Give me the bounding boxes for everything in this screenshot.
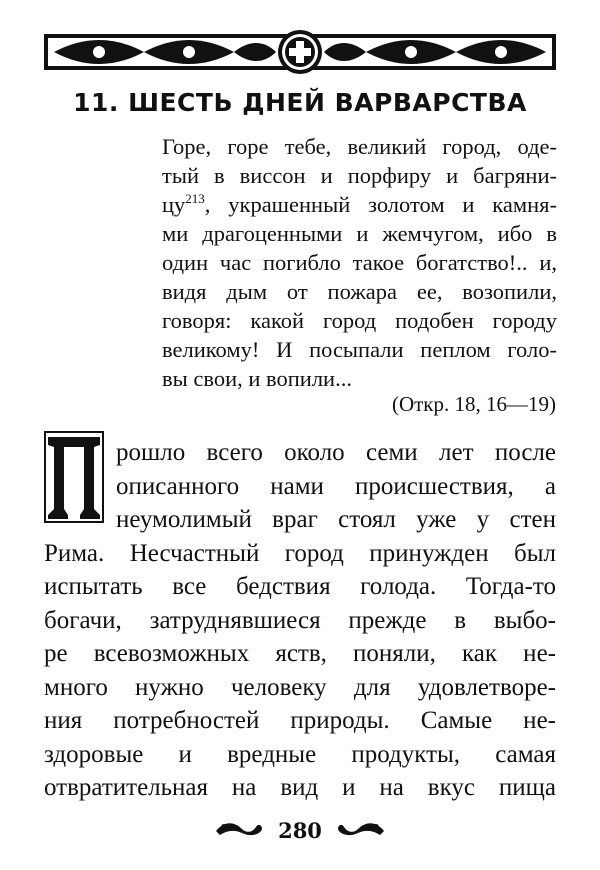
chapter-title: 11. ШЕСТЬ ДНЕЙ ВАРВАРСТВА xyxy=(73,88,527,117)
epigraph-line: видя дым от пожара ее, возопили, xyxy=(162,279,557,304)
body-line: описанного нами происшествия, а xyxy=(116,472,556,500)
cross-ornament-icon xyxy=(44,28,556,76)
epigraph-line-end: , украшенный золотом и камня- xyxy=(204,192,557,217)
body-line: Рима. Несчастный город принужден был xyxy=(44,539,556,567)
body-line: много нужно человеку для удовлетворе- xyxy=(44,673,556,701)
epigraph-line: ми драгоценными и жемчугом, ибо в xyxy=(162,221,557,246)
body-line: здоровые и вредные продукты, самая xyxy=(44,740,556,768)
body-line: ния потребностей природы. Самые не- xyxy=(44,707,556,734)
epigraph-line: вы свои, и вопили... xyxy=(162,366,352,391)
epigraph-line: Горе, горе тебе, великий город, оде- xyxy=(162,134,557,159)
body-line: ре всевозможных яств, поняли, как не- xyxy=(44,640,556,667)
epigraph-line: великому! И посыпали пеплом голо- xyxy=(162,337,557,362)
epigraph-line: один час погибло такое богатство!.. и, xyxy=(162,250,557,275)
epigraph-line: тый в виссон и порфиру и багряни- xyxy=(162,163,557,188)
flourish-right-icon xyxy=(336,817,386,843)
body-line: испытать все бедствия голода. Тогда-то xyxy=(44,573,556,600)
body-line: рошло всего около семи лет после xyxy=(116,439,556,466)
flourish-left-icon xyxy=(214,817,264,843)
page-footer xyxy=(0,815,600,845)
epigraph-line: говоря: какой город подобен городу xyxy=(162,308,557,333)
epigraph-source: (Откр. 18, 16—19) xyxy=(391,392,556,416)
page-number: 280 xyxy=(278,817,322,843)
footnote-reference[interactable]: 213 xyxy=(185,191,205,206)
epigraph-line-start: цу xyxy=(162,192,186,217)
body-text xyxy=(44,436,556,805)
body-line: неумолимый враг стоял уже у стен xyxy=(116,506,556,533)
epigraph xyxy=(162,132,557,393)
body-line: отвратительная на вид и на вкус пища xyxy=(44,774,556,801)
body-line: богачи, затруднявшиеся прежде в выбо- xyxy=(44,606,556,634)
epigraph-line xyxy=(162,190,557,219)
